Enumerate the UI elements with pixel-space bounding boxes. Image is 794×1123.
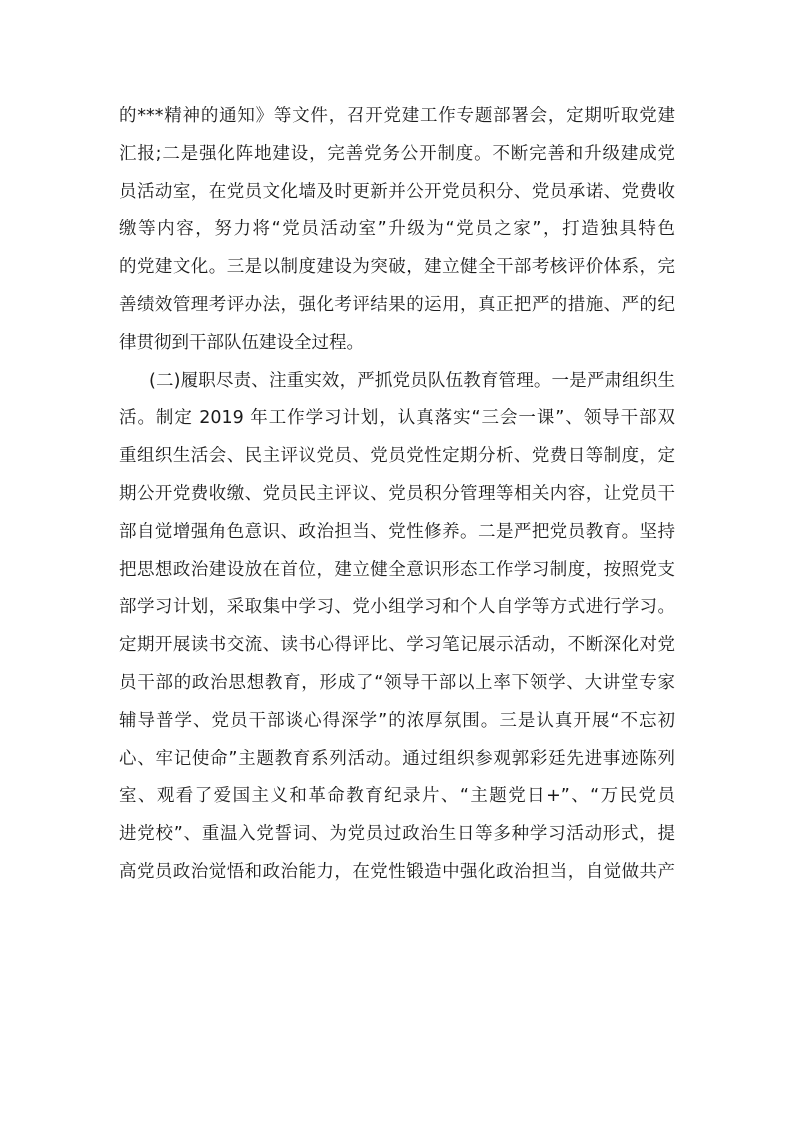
text-line: 的***精神的通知》等文件，召开党建工作专题部署会，定期听取党建 xyxy=(119,106,675,126)
text-line: 期公开党费收缴、党员民主评议、党员积分管理等相关内容，让党员干 xyxy=(119,483,675,504)
text-line: 心、牢记使命”主题教育系列活动。通过组织参观郭彩廷先进事迹陈列 xyxy=(119,748,675,769)
paragraph-start-line: (二)履职尽责、注重实效，严抓党员队伍教育管理。一是严肃组织生 xyxy=(149,370,675,391)
text-line: 律贯彻到干部队伍建设全过程。 xyxy=(119,332,364,353)
text-line: 室、观看了爱国主义和革命教育纪录片、“主题党日+”、“万民党员 xyxy=(119,786,675,807)
text-line: 进党校”、重温入党誓词、为党员过政治生日等多种学习活动形式，提 xyxy=(119,824,675,845)
text-line: 定期开展读书交流、读书心得评比、学习笔记展示活动，不断深化对党 xyxy=(119,635,675,656)
text-line: 部自觉增强角色意识、政治担当、党性修养。二是严把党员教育。坚持 xyxy=(119,521,675,542)
text-line: 汇报;二是强化阵地建设，完善党务公开制度。不断完善和升级建成党 xyxy=(119,143,675,164)
text-line: 善绩效管理考评办法，强化考评结果的运用，真正把严的措施、严的纪 xyxy=(119,294,675,315)
text-line: 辅导普学、党员干部谈心得深学”的浓厚氛围。三是认真开展“不忘初 xyxy=(119,710,675,731)
text-line: 员活动室，在党员文化墙及时更新并公开党员积分、党员承诺、党费收 xyxy=(119,181,675,202)
text-line: 部学习计划，采取集中学习、党小组学习和个人自学等方式进行学习。 xyxy=(119,597,675,618)
text-line: 员干部的政治思想教育，形成了“领导干部以上率下领学、大讲堂专家 xyxy=(119,672,675,693)
text-line: 的党建文化。三是以制度建设为突破，建立健全干部考核评价体系，完 xyxy=(119,257,675,278)
text-line: 活。制定 2019 年工作学习计划，认真落实“三会一课”、领导干部双 xyxy=(119,408,675,429)
text-line: 把思想政治建设放在首位，建立健全意识形态工作学习制度，按照党支 xyxy=(119,559,675,580)
text-line: 缴等内容，努力将“党员活动室”升级为“党员之家”，打造独具特色 xyxy=(119,219,675,240)
document-body xyxy=(119,98,675,892)
text-line: 高党员政治觉悟和政治能力，在党性锻造中强化政治担当，自觉做共产 xyxy=(119,861,675,882)
text-line: 重组织生活会、民主评议党员、党员党性定期分析、党费日等制度，定 xyxy=(119,446,675,467)
